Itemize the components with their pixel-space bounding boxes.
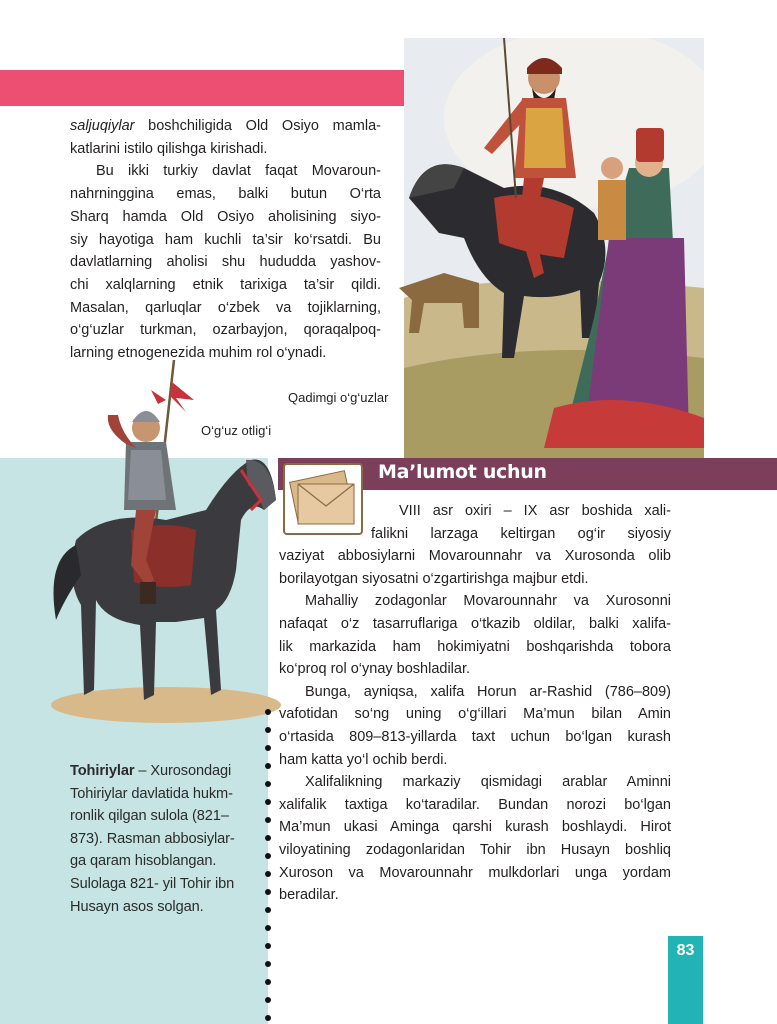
text-line: Bu ikki turkiy davlat faqat Movaroun- <box>96 163 381 180</box>
text-line: Mahalliy zodagonlar Movarounnahr va Xurosonni <box>305 593 671 610</box>
text-line: ko‘proq rol o‘ynay boshladilar. <box>279 661 471 678</box>
info-title: Ma’lumot uchun <box>378 461 547 483</box>
text-line: Ma’mun ukasi Aminga qarshi kurash boshlaydi. Hirot <box>279 819 671 836</box>
info-text <box>279 500 671 907</box>
text-line: viloyatining zodagonlaridan Tohir ibn Husayn boshliq <box>279 841 671 858</box>
text-line: o‘g‘uzlar turkman, ozarbayjon, qoraqalpoq- <box>70 322 381 339</box>
side-term: Tohiriylar <box>70 763 135 779</box>
text-line: Sharq hamda Old Osiyo aholisining siyo- <box>70 208 381 225</box>
text-line: katlarini istilo qilishga kirishadi. <box>70 140 268 157</box>
text-line: vaziyat abbosiylarni Movarounnahr va Xurosonda olib <box>279 548 671 565</box>
text-line: siy hayotiga ham kuchli ta’sir ko‘rsatdi. Bu <box>70 231 381 248</box>
text-line: chi xalqlarning etnik tarixiga ta’sir qildi. <box>70 276 381 293</box>
text-line: Xuroson va Movarounnahr mulkdorlari unga yordam <box>279 864 671 881</box>
oguzlar-illustration <box>384 38 704 458</box>
italic-term: saljuqiylar <box>70 118 135 134</box>
header-band <box>0 70 440 106</box>
paragraph: saljuqiylar boshchiligida Old Osiyo mamla- <box>70 118 381 134</box>
text-line: nafaqat o‘z tasarruflariga o‘tkazib oldilar, balki xalifa- <box>279 615 671 632</box>
page-number: 83 <box>676 942 695 959</box>
text-line: ham katta yo‘l ochib berdi. <box>279 751 448 768</box>
main-text <box>70 115 381 365</box>
caption-oguzlar: Qadimgi o‘g‘uzlar <box>288 390 389 405</box>
text-line: falikni larzaga keltirgan og‘ir siyosiy <box>371 525 671 542</box>
text-line: nahrninggina emas, balki butun O‘rta <box>70 186 381 203</box>
text-line: larning etnogenezida muhim rol o‘ynadi. <box>70 345 327 362</box>
text-line: o‘rtasida 809–813-yillarda taxt uchun bo‘lgan kurash <box>279 728 671 745</box>
text-line: VIII asr oxiri – IX asr boshida xali- <box>399 503 671 519</box>
text-line: davlatlarning aholisi shu hududda yashov- <box>70 254 381 271</box>
warrior-illustration <box>36 360 281 740</box>
text-line: vafotidan so‘ng uning o‘g‘illari Ma’mun bilan Amin <box>279 706 671 723</box>
text-line: Bunga, ayniqsa, xalifa Horun ar-Rashid (786–809) <box>305 683 671 700</box>
caption-otligi: O‘g‘uz otlig‘i <box>201 423 272 438</box>
side-definition: Tohiriylar – Xurosondagi Tohiriylar davlatida hukm- ronlik qilgan sulola (821– 873). Rasman abbosiylar- ga qaram hisoblangan. Sulolaga 821- yil Tohir ibn Husayn asos solgan. <box>70 763 235 915</box>
text-line: Masalan, qarluqlar o‘zbek va tojiklarning, <box>70 299 381 316</box>
text-line: borilayotgan siyosatni o‘zgartirishga majbur etdi. <box>279 570 589 587</box>
text-line: beradilar. <box>279 887 339 904</box>
text-line: lik markazida ham hokimiyatni boshqarishda tobora <box>279 638 671 655</box>
text-line: xalifalik taxtiga ko‘taradilar. Bundan norozi bo‘lgan <box>279 796 671 813</box>
text-line: Xalifalikning markaziy qismidagi arablar Aminni <box>305 774 671 791</box>
dotted-separator <box>262 708 274 1024</box>
